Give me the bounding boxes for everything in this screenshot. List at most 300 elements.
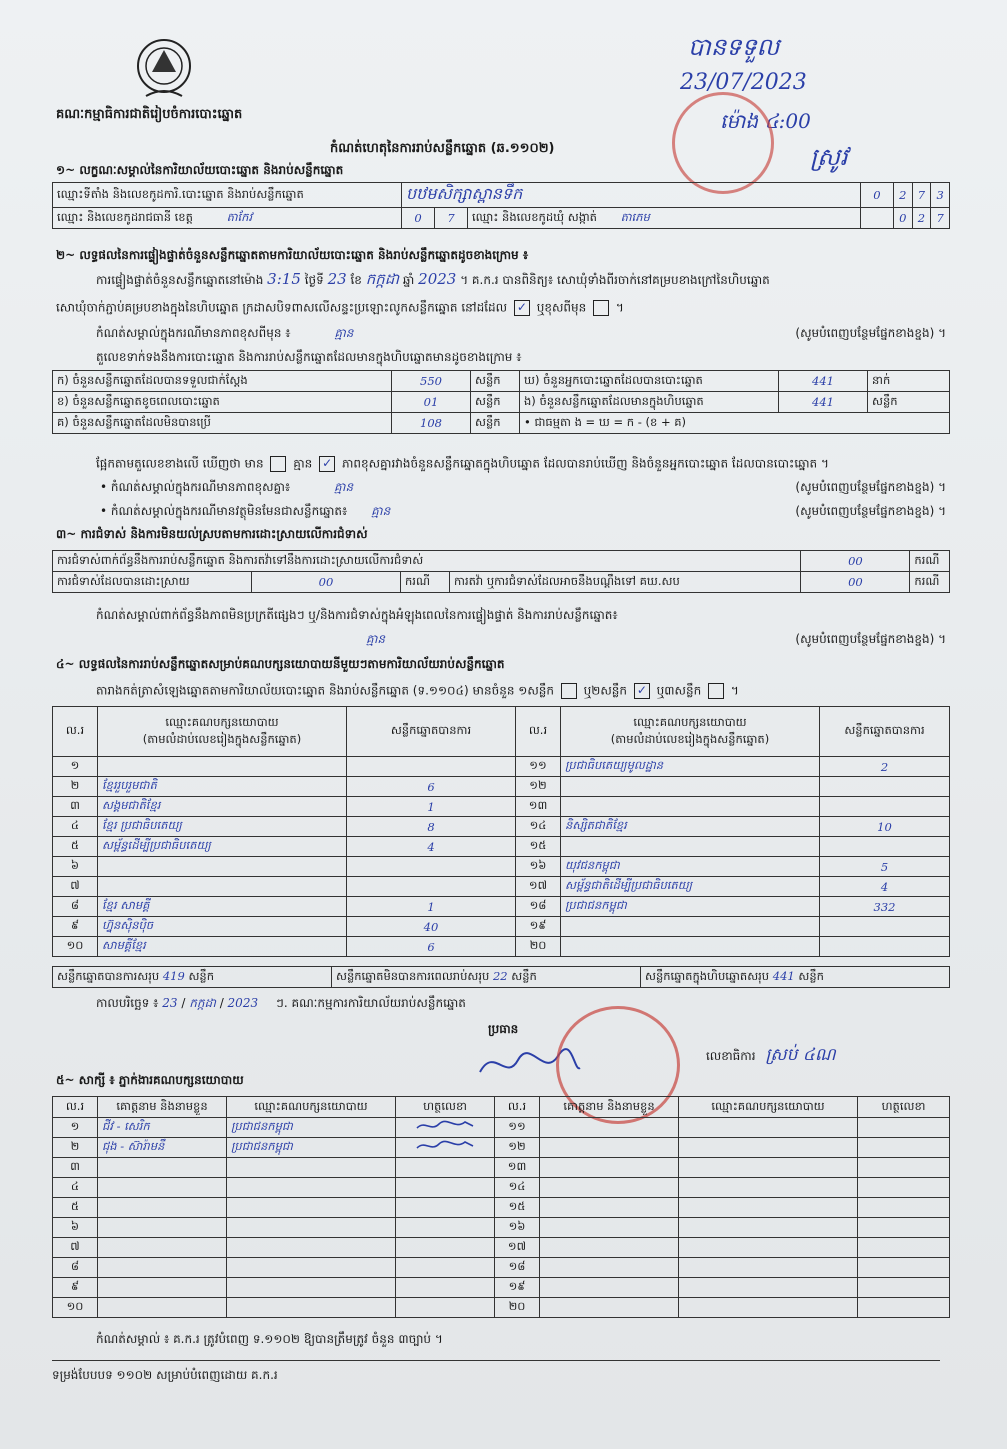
witness-no: ១២ <box>495 1138 540 1158</box>
box-total <box>641 967 950 988</box>
party-votes <box>820 937 950 957</box>
witness-signature <box>396 1118 495 1138</box>
objection-label: ការជំទាស់ពាក់ព័ន្ធនឹងការរាប់សន្លឹកឆ្នោត និងការតវ៉ាទៅនឹងការដោះស្រាយលើការជំទាស់ <box>53 551 801 572</box>
witness-party <box>679 1158 858 1178</box>
party-no: ៦ <box>53 857 98 877</box>
footer-note: កំណត់សម្គាល់ ៖ គ.ក.រ ត្រូវបំពេញ ទ.១១០២ ឱ្យបានត្រឹមត្រូវ ចំនួន ៣ច្បាប់ ។ <box>96 1332 443 1346</box>
witness-no: ១៨ <box>495 1258 540 1278</box>
site-code-4: 3 <box>931 183 950 208</box>
party-name: ហ្វ៊ុនស៊ិនប៉ិច <box>98 917 347 937</box>
date-day: 23 <box>162 996 178 1010</box>
objection-table <box>52 550 950 593</box>
compare-none-label: គ្មាន <box>293 456 313 471</box>
has-difference-checkbox[interactable] <box>270 456 286 472</box>
compare-has-label: ផ្អែកតាមតួលេខខាងលើ ឃើញថា មាន <box>96 456 264 471</box>
party-name: ខ្មែរ សាមគ្គី <box>98 897 347 917</box>
witness-party <box>679 1258 858 1278</box>
section3-heading: ៣~ ការជំទាស់ និងការមិនយល់ស្របតាមការដោះស្រាយលើការជំទាស់ <box>56 527 368 541</box>
difference-note-line <box>96 326 946 340</box>
bullet1-line <box>100 480 946 494</box>
party-name: ប្រជាជនកម្ពុជា <box>561 897 820 917</box>
party-name <box>561 837 820 857</box>
count-b-unit: សន្លឹក <box>471 392 520 413</box>
verify-year: 2023 <box>418 270 457 288</box>
party-no: ១៥ <box>516 837 561 857</box>
witness-signature <box>396 1278 495 1298</box>
witness-signature <box>396 1198 495 1218</box>
bullet1-label: • កំណត់សម្គាល់ក្នុងករណីមានភាពខុសគ្នា៖ <box>100 480 291 494</box>
witness-row <box>53 1278 950 1298</box>
witness-name <box>98 1238 227 1258</box>
count-c-unit: សន្លឹក <box>471 413 520 434</box>
party-name <box>561 797 820 817</box>
invalid-total-label: សន្លឹកឆ្នោតមិនបានការពេលរាប់សរុប <box>336 968 490 983</box>
party-no: ១៣ <box>516 797 561 817</box>
one-sheet-checkbox[interactable] <box>561 683 577 699</box>
party-no: ១ <box>53 757 98 777</box>
tally-sheet-line: តារាងកត់ត្រាសំឡេងឆ្នោតតាមការិយាល័យបោះឆ្នោត និងរាប់សន្លឹកឆ្នោត (ទ.១១០៤) មានចំនួន ១សន្លឹក ឬ២សន្លឹក ✓ ឬ៣សន្លឹក ។ <box>96 683 739 698</box>
votes-col-party-right <box>561 707 820 757</box>
witness-name <box>98 1298 227 1318</box>
witness-name <box>98 1278 227 1298</box>
witness-col-sig-left: ហត្ថលេខា <box>396 1097 495 1118</box>
party-votes <box>820 797 950 817</box>
count-e-unit: សន្លឹក <box>868 392 950 413</box>
commune-code-2: 2 <box>912 208 931 229</box>
province-label-text: ឈ្មោះ និងលេខកូដរាជធានី ខេត្ត <box>57 209 193 224</box>
party-votes <box>347 877 516 897</box>
signature-scribble-icon <box>415 1118 475 1134</box>
witness-party <box>679 1198 858 1218</box>
party-no: ៤ <box>53 817 98 837</box>
votes-col-no-right: ល.រ <box>516 707 561 757</box>
received-signature: ស្រូវ <box>810 143 848 171</box>
party-name: ខ្មែររួបរួមជាតិ <box>98 777 347 797</box>
verify-day-label: ថ្ងៃទី <box>304 273 324 287</box>
party-name: និស្សិតជាតិខ្មែរ <box>561 817 820 837</box>
votes-row <box>53 777 950 797</box>
party-votes: 2 <box>820 757 950 777</box>
party-votes <box>820 837 950 857</box>
witness-party <box>227 1178 396 1198</box>
party-name: សម្ព័ន្ធជាតិដើម្បីប្រជាធិបតេយ្យ <box>561 877 820 897</box>
witness-no: ១៤ <box>495 1178 540 1198</box>
same-checkbox[interactable]: ✓ <box>514 300 530 316</box>
party-no: ១៧ <box>516 877 561 897</box>
votes-table <box>52 706 950 957</box>
objection-unit: ករណី <box>910 551 950 572</box>
objection-note-line <box>56 632 946 646</box>
province-code-1: 0 <box>402 208 435 229</box>
count-d-value: 441 <box>779 371 868 392</box>
party-no: ១៩ <box>516 917 561 937</box>
witness-name <box>540 1238 679 1258</box>
appeal-value: 00 <box>801 572 910 593</box>
witness-row <box>53 1238 950 1258</box>
witness-name: ជីវ - សេរិក <box>98 1118 227 1138</box>
witness-party: ប្រជាជនកម្ពុជា <box>227 1138 396 1158</box>
party-votes: 6 <box>347 777 516 797</box>
two-sheet-checkbox[interactable]: ✓ <box>634 683 650 699</box>
objection-note-label: កំណត់សម្គាល់ពាក់ព័ន្ធនឹងភាពមិនប្រក្រតីផ្សេងៗ ឬ/និងការជំទាស់ក្នុងអំឡុងពេលនៃការផ្ទៀងផ្ទាត់ និងការរាប់សន្លឹកឆ្នោត៖ <box>96 608 618 622</box>
votes-col-party-left-title: ឈ្មោះគណបក្សនយោបាយ <box>165 714 279 729</box>
witness-table <box>52 1096 950 1318</box>
objection-value: 00 <box>801 551 910 572</box>
witness-name: ជុង - ស៊ារ៉ាមនឹ <box>98 1138 227 1158</box>
witness-col-party-right: ឈ្មោះគណបក្សនយោបាយ <box>679 1097 858 1118</box>
fill-hint-3: (សូមបំពេញបន្ថែមផ្នែកខាងខ្នង) ។ <box>795 504 946 518</box>
bullet2-line <box>100 504 946 518</box>
party-name: សង្គមជាតិខ្មែរ <box>98 797 347 817</box>
witness-party <box>679 1138 858 1158</box>
fill-hint-2: (សូមបំពេញបន្ថែមផ្នែកខាងខ្នង) ។ <box>795 480 946 494</box>
resolved-unit: ករណី <box>401 572 450 593</box>
committee-label: ៗ. គណៈកម្មការការិយាល័យរាប់សន្លឹកឆ្នោត <box>275 996 466 1010</box>
secretary-line <box>706 1045 836 1065</box>
witness-signature <box>858 1198 950 1218</box>
witness-signature <box>396 1178 495 1198</box>
party-name <box>561 777 820 797</box>
date-month: កក្កដា <box>189 996 216 1010</box>
received-time: ម៉ោង ៤:00 <box>720 109 811 133</box>
witness-signature <box>396 1238 495 1258</box>
verify-time: 3:15 <box>267 270 301 288</box>
party-votes <box>820 777 950 797</box>
witness-party <box>679 1218 858 1238</box>
party-name <box>561 917 820 937</box>
witness-col-sig-right: ហត្ថលេខា <box>858 1097 950 1118</box>
party-name <box>98 877 347 897</box>
verify-time-label: ការផ្ទៀងផ្ទាត់ចំនួនសន្លឹកឆ្នោតនៅម៉ោង <box>96 273 264 287</box>
witness-party <box>227 1238 396 1258</box>
votes-row <box>53 897 950 917</box>
count-e-value: 441 <box>779 392 868 413</box>
witness-no: ១៧ <box>495 1238 540 1258</box>
party-no: ២០ <box>516 937 561 957</box>
count-a-value: 550 <box>392 371 471 392</box>
difference-note-label: កំណត់សម្គាល់ក្នុងករណីមានភាពខុសពីមុន ៖ <box>96 326 291 340</box>
box-total-label: សន្លឹកឆ្នោតក្នុងហិបឆ្នោតសរុប <box>645 968 770 983</box>
witness-signature <box>396 1158 495 1178</box>
votes-row <box>53 857 950 877</box>
witness-no: ៤ <box>53 1178 98 1198</box>
section1-heading: ១~ លក្ខណៈសម្គាល់នៃការិយាល័យបោះឆ្នោត និងរាប់សន្លឹកឆ្នោត <box>56 163 344 177</box>
verify-line-1 <box>96 272 770 287</box>
witness-no: ១ <box>53 1118 98 1138</box>
commune-code-3: 7 <box>931 208 950 229</box>
party-no: ៣ <box>53 797 98 817</box>
witness-party <box>227 1298 396 1318</box>
witness-no: ១០ <box>53 1298 98 1318</box>
count-a-label: ក) ចំនួនសន្លឹកឆ្នោតដែលបានទទួលជាក់ស្តែង <box>53 371 392 392</box>
section4-heading: ៤~ លទ្ធផលនៃការរាប់សន្លឹកឆ្នោតសម្រាប់គណបក្សនយោបាយនីមួយៗតាមការិយាល័យរាប់សន្លឹកឆ្នោត <box>56 657 505 671</box>
valid-total <box>53 967 332 988</box>
party-votes: 5 <box>820 857 950 877</box>
witness-signature <box>858 1158 950 1178</box>
party-votes: 10 <box>820 817 950 837</box>
appeal-label: ការតវ៉ា ឬការជំទាស់ដែលអាចនឹងបណ្តឹងទៅ គឃ.សប <box>450 572 801 593</box>
resolved-label: ការជំទាស់ដែលបានដោះស្រាយ <box>53 572 252 593</box>
witness-party <box>227 1158 396 1178</box>
witness-row <box>53 1118 950 1138</box>
compare-line <box>96 456 829 472</box>
form-title: កំណត់ហេតុនៃការរាប់សន្លឹកឆ្នោត (ឆ.១១០២) <box>330 141 555 156</box>
received-date: 23/07/2023 <box>680 70 807 95</box>
witness-signature <box>858 1138 950 1158</box>
count-c-value: 108 <box>392 413 471 434</box>
witness-signature <box>396 1138 495 1158</box>
party-no: ១៤ <box>516 817 561 837</box>
witness-party <box>227 1258 396 1278</box>
witness-row <box>53 1178 950 1198</box>
votes-col-votes-right: សន្លឹកឆ្នោតបានការ <box>820 707 950 757</box>
witness-name <box>98 1198 227 1218</box>
count-a-unit: សន្លឹក <box>471 371 520 392</box>
party-votes: 4 <box>820 877 950 897</box>
count-d-unit: នាក់ <box>868 371 950 392</box>
committee-name: គណៈកម្មាធិការជាតិរៀបចំការបោះឆ្នោត <box>56 107 243 122</box>
province-value: តាកែវ <box>226 209 253 224</box>
count-intro: តួលេខទាក់ទងនឹងការបោះឆ្នោត និងការរាប់សន្លឹកឆ្នោតដែលមានក្នុងហិបឆ្នោតមានដូចខាងក្រោម ៖ <box>96 350 522 364</box>
witness-name <box>540 1118 679 1138</box>
count-c-label: គ) ចំនួនសន្លឹកឆ្នោតដែលមិនបានប្រើ <box>53 413 392 434</box>
party-no: ១០ <box>53 937 98 957</box>
site-code-1: 0 <box>860 183 893 208</box>
witness-row <box>53 1258 950 1278</box>
site-code-3: 7 <box>912 183 931 208</box>
witness-row <box>53 1298 950 1318</box>
witness-party: ប្រជាជនកម្ពុជា <box>227 1118 396 1138</box>
votes-summary <box>52 966 950 988</box>
witness-no: ១៩ <box>495 1278 540 1298</box>
party-name: យុវជនកម្ពុជា <box>561 857 820 877</box>
date-line: កាលបរិច្ឆេទ ៖ 23 / កក្កដា / 2023 ៗ. គណៈកម្មការការិយាល័យរាប់សន្លឹកឆ្នោត <box>96 996 466 1010</box>
party-no: ៨ <box>53 897 98 917</box>
witness-row <box>53 1198 950 1218</box>
party-votes <box>347 757 516 777</box>
witness-no: ២ <box>53 1138 98 1158</box>
bullet1-value: គ្មាន <box>334 480 354 494</box>
count-table <box>52 370 950 434</box>
objection-note-value: គ្មាន <box>366 632 386 646</box>
witness-row <box>53 1138 950 1158</box>
box-total-unit: សន្លឹក <box>798 968 824 983</box>
count-b-label: ខ) ចំនួនសន្លឹកឆ្នោតខូចពេលបោះឆ្នោត <box>53 392 392 413</box>
box-total-value: 441 <box>772 968 795 983</box>
tally-one-label: តារាងកត់ត្រាសំឡេងឆ្នោតតាមការិយាល័យបោះឆ្នោត និងរាប់សន្លឹកឆ្នោត (ទ.១១០៤) មានចំនួន ១សន្លឹក <box>96 683 554 698</box>
province-code-2: 7 <box>435 208 468 229</box>
section1-table <box>52 182 950 229</box>
votes-row <box>53 837 950 857</box>
votes-row <box>53 797 950 817</box>
witness-name <box>540 1258 679 1278</box>
red-stamp-top <box>672 92 774 194</box>
party-name: ខ្មែរ ប្រជាធិបតេយ្យ <box>98 817 347 837</box>
party-votes <box>347 857 516 877</box>
witness-signature <box>396 1258 495 1278</box>
province-label <box>53 208 402 229</box>
invalid-total-unit: សន្លឹក <box>511 968 537 983</box>
party-name <box>98 757 347 777</box>
verify-day: 23 <box>327 270 347 288</box>
witness-no: ១៥ <box>495 1198 540 1218</box>
witness-party <box>679 1278 858 1298</box>
party-name <box>561 937 820 957</box>
party-votes <box>820 917 950 937</box>
witness-signature <box>858 1118 950 1138</box>
commune-label: ឈ្មោះ និងលេខកូដឃុំ សង្កាត់ <box>472 209 597 224</box>
witness-no: ១១ <box>495 1118 540 1138</box>
witness-signature <box>396 1298 495 1318</box>
party-votes: 8 <box>347 817 516 837</box>
witness-signature <box>858 1178 950 1198</box>
witness-no: ៧ <box>53 1238 98 1258</box>
witness-name <box>540 1198 679 1218</box>
verify-month-label: ខែ <box>350 273 362 287</box>
party-no: ៥ <box>53 837 98 857</box>
witness-name <box>540 1218 679 1238</box>
valid-total-value: 419 <box>162 968 185 983</box>
party-name: ប្រជាធិបតេយ្យមូលដ្ឋាន <box>561 757 820 777</box>
witness-party <box>679 1118 858 1138</box>
bullet2-label: • កំណត់សម្គាល់ក្នុងករណីមានវត្ថុមិនមែនជាសន្លឹកឆ្នោត៖ <box>100 504 348 518</box>
footer-form-id: ទម្រង់បែបបទ ១១០២ សម្រាប់បំពេញដោយ គ.ក.រ <box>52 1368 278 1382</box>
different-checkbox[interactable] <box>593 300 609 316</box>
verify-line-1-rest: ។ គ.ក.រ បានពិនិត្យ៖ សោឃុំទាំងពីរចាក់នៅគម្របខាងក្រៅនៃហិបឆ្នោត <box>460 273 770 287</box>
witness-signature <box>858 1278 950 1298</box>
party-no: ៧ <box>53 877 98 897</box>
witness-party <box>679 1178 858 1198</box>
witness-signature <box>858 1238 950 1258</box>
party-name: សម្ព័ន្ធដើម្បីប្រជាធិបតេយ្យ <box>98 837 347 857</box>
witness-col-party-left: ឈ្មោះគណបក្សនយោបាយ <box>227 1097 396 1118</box>
witness-row <box>53 1158 950 1178</box>
party-no: ១១ <box>516 757 561 777</box>
votes-col-no-left: ល.រ <box>53 707 98 757</box>
date-label: កាលបរិច្ឆេទ ៖ <box>96 996 159 1010</box>
votes-col-party-left-sub: (តាមលំដាប់លេខរៀងក្នុងសន្លឹកឆ្នោត) <box>142 731 302 746</box>
witness-no: ៨ <box>53 1258 98 1278</box>
votes-row <box>53 937 950 957</box>
bullet2-value: គ្មាន <box>371 504 391 518</box>
fill-hint-1: (សូមបំពេញបន្ថែមផ្នែកខាងខ្នង) ។ <box>795 326 946 340</box>
witness-name <box>98 1158 227 1178</box>
votes-row <box>53 817 950 837</box>
count-d-label: ឃ) ចំនួនអ្នកបោះឆ្នោតដែលបានបោះឆ្នោត <box>520 371 779 392</box>
votes-row <box>53 877 950 897</box>
party-votes: 40 <box>347 917 516 937</box>
valid-total-label: សន្លឹកឆ្នោតបានការសរុប <box>57 968 160 983</box>
party-no: ២ <box>53 777 98 797</box>
no-difference-checkbox[interactable]: ✓ <box>319 456 335 472</box>
witness-party <box>227 1278 396 1298</box>
count-formula: • ជាធម្មតា ង = ឃ = ក - (ខ + គ) <box>520 413 950 434</box>
date-year: 2023 <box>227 996 259 1010</box>
votes-col-party-right-title: ឈ្មោះគណបក្សនយោបាយ <box>633 714 747 729</box>
party-name <box>98 857 347 877</box>
party-votes: 1 <box>347 797 516 817</box>
witness-name <box>540 1298 679 1318</box>
witness-col-no-right: ល.រ <box>495 1097 540 1118</box>
section5-heading: ៥~ សាក្សី ៖ ភ្នាក់ងារគណបក្សនយោបាយ <box>56 1073 244 1087</box>
chair-label: ប្រធាន <box>488 1022 519 1036</box>
witness-no: ៣ <box>53 1158 98 1178</box>
votes-row <box>53 917 950 937</box>
witness-col-name-left: គោត្តនាម និងនាមខ្លួន <box>98 1097 227 1118</box>
party-votes: 4 <box>347 837 516 857</box>
witness-party <box>227 1198 396 1218</box>
commune-code-1: 0 <box>893 208 912 229</box>
witness-name <box>540 1138 679 1158</box>
party-votes: 332 <box>820 897 950 917</box>
witness-signature <box>858 1218 950 1238</box>
resolved-value: 00 <box>252 572 401 593</box>
witness-no: ៩ <box>53 1278 98 1298</box>
party-no: ១២ <box>516 777 561 797</box>
verify-month: កក្កដា <box>365 270 400 288</box>
witness-signature <box>858 1258 950 1278</box>
count-e-label: ង) ចំនួនសន្លឹកឆ្នោតដែលមានក្នុងហិបឆ្នោត <box>520 392 779 413</box>
witness-col-name-right: គោត្តនាម និងនាមខ្លួន <box>540 1097 679 1118</box>
witness-no: ១៦ <box>495 1218 540 1238</box>
witness-name <box>98 1258 227 1278</box>
verify-year-label: ឆ្នាំ <box>402 273 415 287</box>
party-no: ៩ <box>53 917 98 937</box>
party-no: ១៨ <box>516 897 561 917</box>
secretary-signature: ស្រប់ ៤ណ <box>765 1045 836 1065</box>
count-b-value: 01 <box>392 392 471 413</box>
received-note: បានទទួល <box>688 33 780 61</box>
valid-total-unit: សន្លឹក <box>188 968 215 983</box>
witness-signature <box>396 1218 495 1238</box>
witness-name <box>98 1218 227 1238</box>
votes-row <box>53 757 950 777</box>
votes-col-votes-left: សន្លឹកឆ្នោតបានការ <box>347 707 516 757</box>
votes-col-party-right-sub: (តាមលំដាប់លេខរៀងក្នុងសន្លឹកឆ្នោត) <box>610 731 770 746</box>
different-label: ឬខុសពីមុន <box>536 300 587 315</box>
verify-line-2: សោឃុំចាក់ភ្ជាប់គម្របខាងក្នុងនៃហិបឆ្នោត ក្រដាសបិទពាសលើសន្ទះប្រឡោះលូកសន្លឹកឆ្នោត នៅដដែល ✓ ឬខុសពីមុន ។ <box>56 300 624 315</box>
witness-no: ២០ <box>495 1298 540 1318</box>
party-name: សាមគ្គីខ្មែរ <box>98 937 347 957</box>
three-sheet-checkbox[interactable] <box>708 683 724 699</box>
appeal-unit: ករណី <box>910 572 950 593</box>
witness-col-no-left: ល.រ <box>53 1097 98 1118</box>
tally-two-label: ឬ២សន្លឹក <box>583 683 628 698</box>
witness-no: ៥ <box>53 1198 98 1218</box>
site-label: ឈ្មោះទីតាំង និងលេខកូដការិ.បោះឆ្នោត និងរាប់សន្លឹកឆ្នោត <box>53 183 402 208</box>
witness-no: ៦ <box>53 1218 98 1238</box>
footer-divider <box>52 1360 940 1361</box>
party-votes: 6 <box>347 937 516 957</box>
verify-line-2-text: សោឃុំចាក់ភ្ជាប់គម្របខាងក្នុងនៃហិបឆ្នោត ក្រដាសបិទពាសលើសន្ទះប្រឡោះលូកសន្លឹកឆ្នោត នៅដដែល <box>56 300 508 315</box>
witness-name <box>540 1278 679 1298</box>
compare-rest: ភាពខុសគ្នារវាងចំនួនសន្លឹកឆ្នោតក្នុងហិបឆ្នោត ដែលបានរាប់ឃើញ និងចំនួនអ្នកបោះឆ្នោត ដែលបានបោះឆ្នោត ។ <box>341 456 829 471</box>
commune-value: តាភេម <box>620 209 650 224</box>
fill-hint-4: (សូមបំពេញបន្ថែមផ្នែកខាងខ្នង) ។ <box>795 632 946 646</box>
witness-signature <box>858 1298 950 1318</box>
party-no: ១៦ <box>516 857 561 877</box>
secretary-label: លេខាធិការ <box>706 1049 756 1063</box>
witness-row <box>53 1218 950 1238</box>
nec-emblem-icon <box>132 36 196 104</box>
witness-name <box>540 1178 679 1198</box>
section2-heading: ២~ លទ្ធផលនៃការផ្ទៀងផ្ទាត់ចំនួនសន្លឹកឆ្នោតតាមការិយាល័យបោះឆ្នោត និងរាប់សន្លឹកឆ្នោតដូចខាងក្រោម ៖ <box>56 248 529 262</box>
invalid-total-value: 22 <box>492 968 508 983</box>
tally-three-label: ឬ៣សន្លឹក <box>656 683 702 698</box>
site-value: បឋមសិក្សាស្ពានទឹក <box>406 184 523 203</box>
votes-col-party-left <box>98 707 347 757</box>
witness-no: ១៣ <box>495 1158 540 1178</box>
